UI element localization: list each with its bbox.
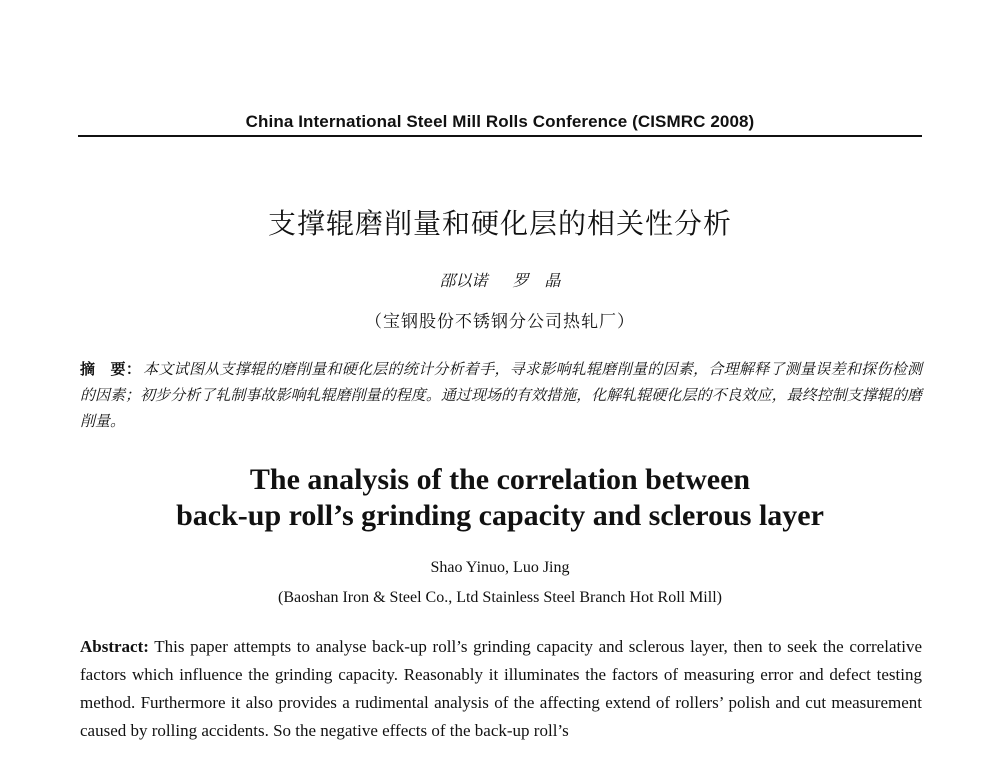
english-abstract-text: This paper attempts to analyse back-up roll’s grinding capacity and sclerous layer, then to seek the correlative factors which influence the grinding capacity. Reasonably it illuminates the factors of measuring error and defect testing method. Furthermore it also provides a rudimental analysis of the affecting extend of rollers’ polish and cut measurement caused by rolling accidents. So the negative effects of the back-up roll’s xyxy=(80,637,922,740)
conference-running-header: China International Steel Mill Rolls Conference (CISMRC 2008) xyxy=(245,112,755,131)
header-rule xyxy=(78,135,922,137)
chinese-authors xyxy=(0,268,1000,291)
chinese-author-1: 邵以诺 xyxy=(439,271,488,290)
english-title xyxy=(0,462,1000,534)
english-abstract xyxy=(80,633,922,745)
english-authors: Shao Yinuo, Luo Jing xyxy=(430,559,570,576)
english-abstract-label: Abstract: xyxy=(80,637,149,656)
chinese-abstract-text: 本文试图从支撑辊的磨削量和硬化层的统计分析着手，寻求影响轧辊磨削量的因素，合理解释了测量误差和探伤检测的因素；初步分析了轧制事故影响轧辊磨削量的程度。通过现场的有效措施，化解轧辊硬化层的不良效应，最终控制支撑辊的磨削量。 xyxy=(80,360,922,430)
english-affiliation: (Baoshan Iron & Steel Co., Ltd Stainless Steel Branch Hot Roll Mill) xyxy=(278,589,722,606)
english-title-line-1: The analysis of the correlation between xyxy=(249,463,751,496)
chinese-abstract xyxy=(80,356,922,434)
chinese-title: 支撑辊磨削量和硬化层的相关性分析 xyxy=(267,207,732,240)
chinese-affiliation: （宝钢股份不锈钢分公司热轧厂） xyxy=(365,312,635,332)
chinese-abstract-label: 摘 要： xyxy=(80,360,142,378)
chinese-author-2: 罗 晶 xyxy=(512,271,561,290)
english-title-line-2: back-up roll’s grinding capacity and sclerous layer xyxy=(176,499,824,532)
